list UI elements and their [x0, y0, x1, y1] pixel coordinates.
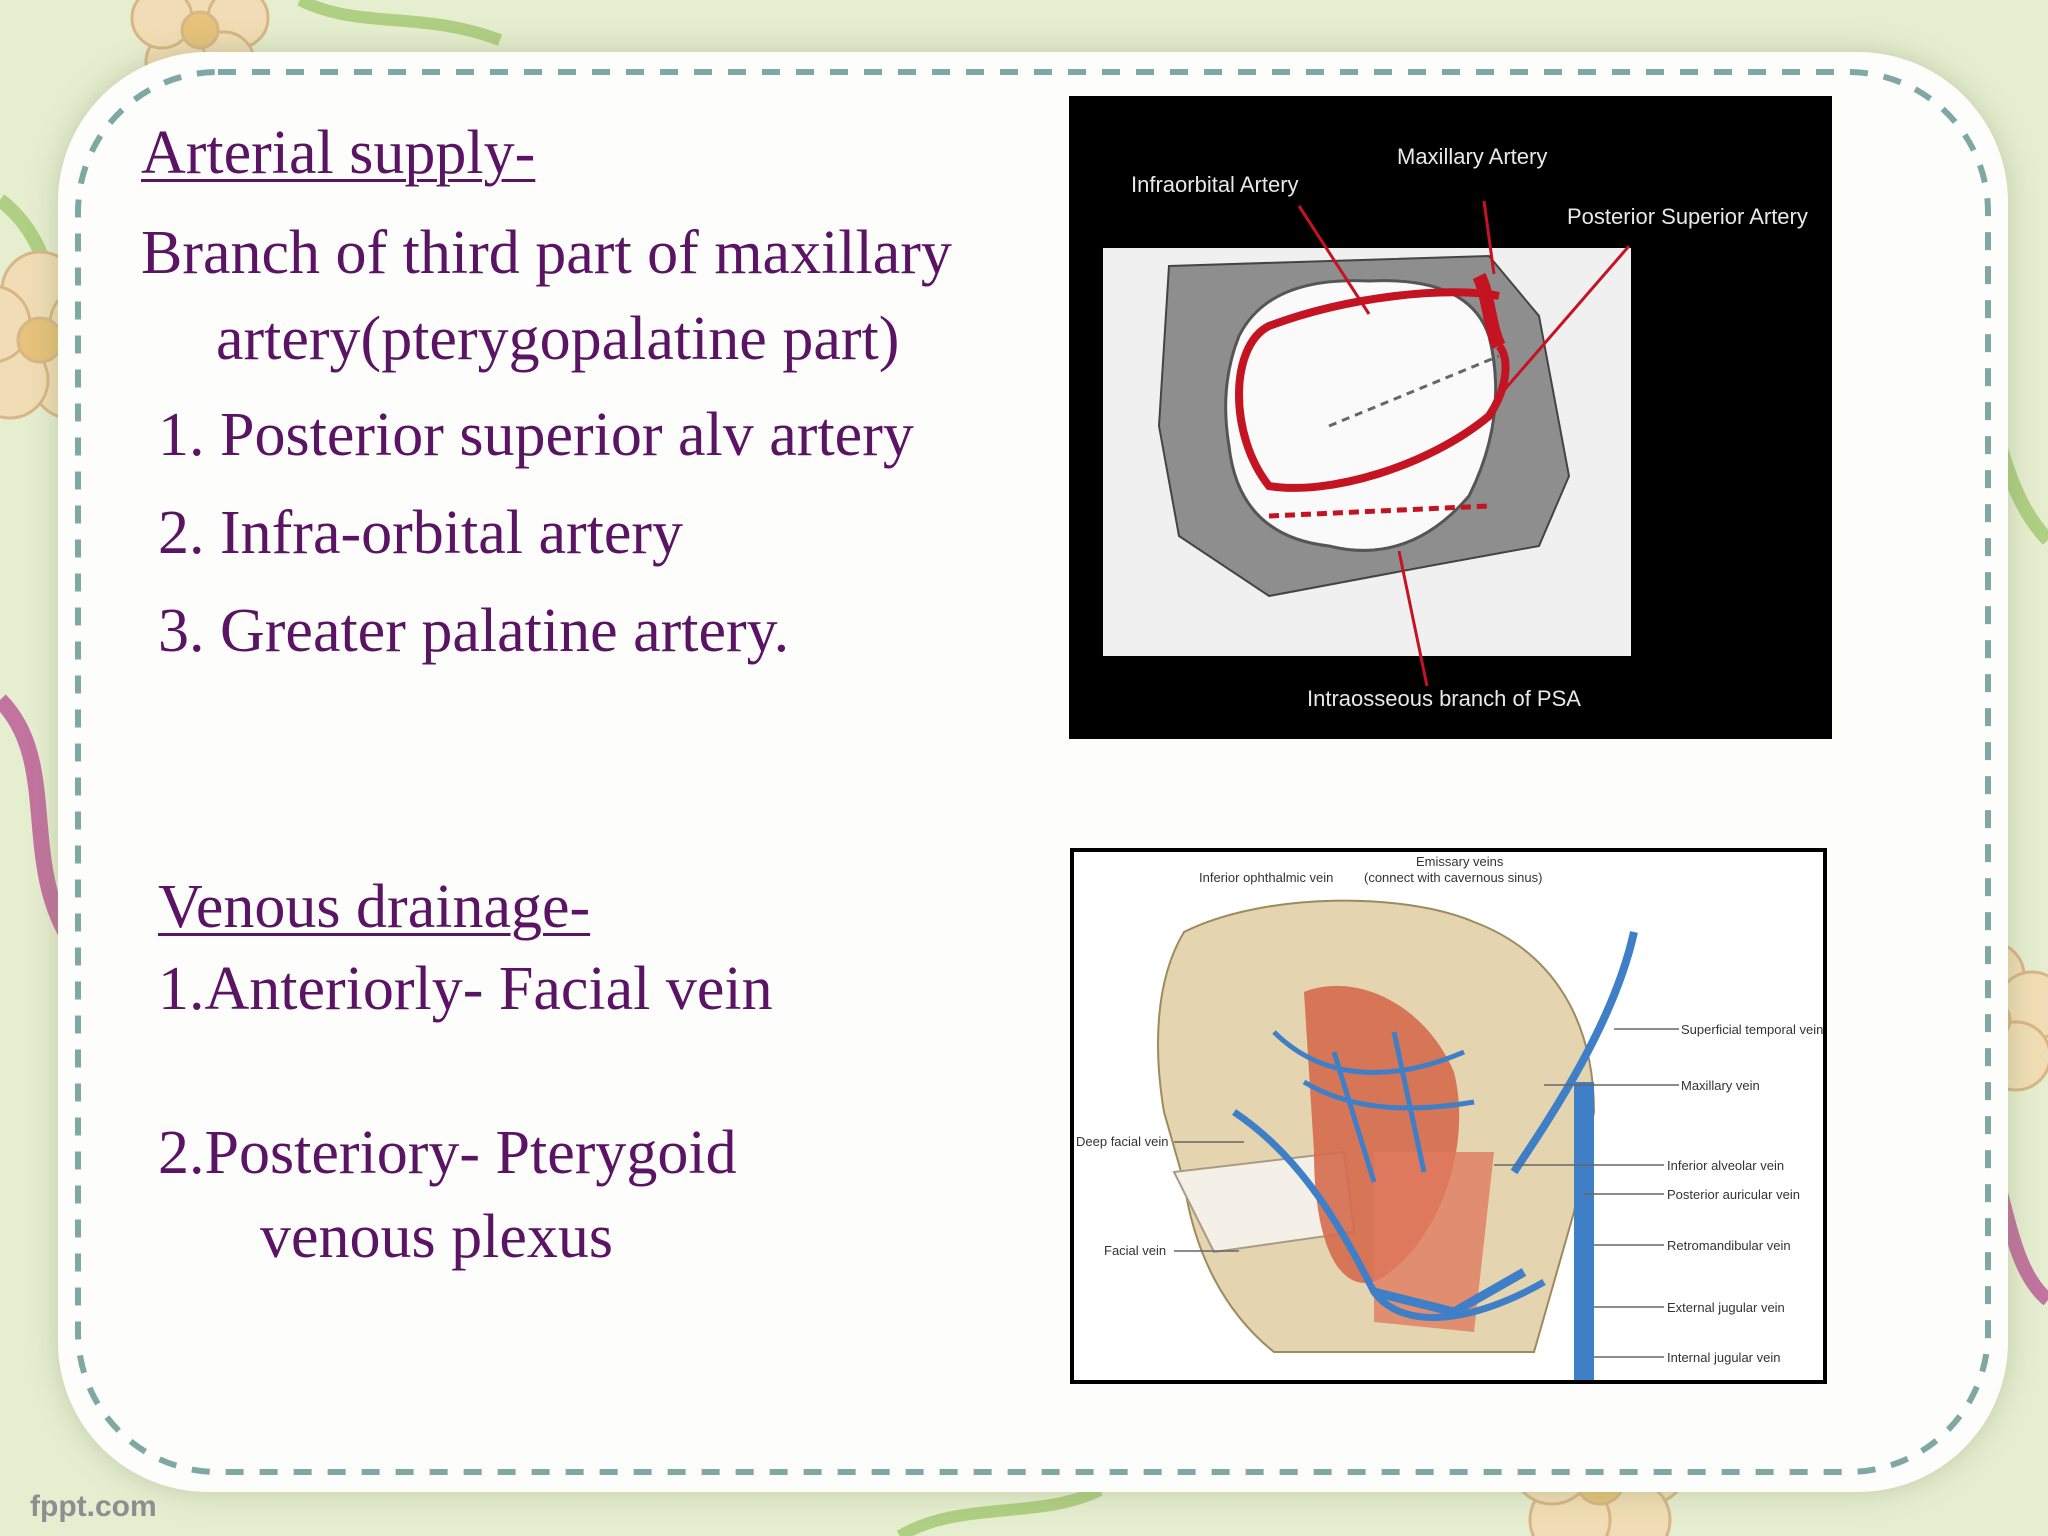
arterial-intro-line2: artery(pterygopalatine part) — [216, 305, 900, 373]
label-facial-vein: Facial vein — [1104, 1243, 1167, 1258]
label-retromandibular-vein: Retromandibular vein — [1667, 1238, 1791, 1253]
pterygoid-venous-plexus-diagram — [1070, 848, 1827, 1384]
venous-item-anterior: 1.Anteriorly- Facial vein — [158, 955, 773, 1023]
label-inferior-alveolar-vein: Inferior alveolar vein — [1667, 1158, 1785, 1173]
label-infraorbital-artery: Infraorbital Artery — [1131, 172, 1299, 197]
arterial-item: 2. Infra-orbital artery — [158, 499, 684, 567]
footer-watermark: fppt.com — [30, 1490, 157, 1523]
label-superficial-temporal-vein: Superficial temporal vein — [1681, 1022, 1823, 1037]
label-maxillary-vein: Maxillary vein — [1681, 1078, 1760, 1093]
arterial-intro-line1: Branch of third part of maxillary — [141, 219, 952, 287]
label-internal-jugular-vein: Internal jugular vein — [1667, 1350, 1781, 1365]
venous-heading: Venous drainage- — [158, 873, 591, 941]
artery-diagram-graphic — [1069, 96, 1832, 739]
label-posterior-auricular-vein: Posterior auricular vein — [1667, 1187, 1800, 1202]
label-intraosseous-branch: Intraosseous branch of PSA — [1307, 686, 1581, 711]
arterial-heading: Arterial supply- — [141, 119, 536, 187]
label-maxillary-artery: Maxillary Artery — [1397, 144, 1548, 169]
label-posterior-superior-artery: Posterior Superior Artery — [1567, 204, 1808, 229]
label-emissary-veins: Emissary veins — [1416, 854, 1504, 869]
maxillary-artery-diagram — [1069, 96, 1832, 739]
label-external-jugular-vein: External jugular vein — [1667, 1300, 1785, 1315]
arterial-item: 1. Posterior superior alv artery — [158, 401, 914, 469]
vein-diagram-graphic — [1074, 852, 1823, 1380]
venous-item-posterior: 2.Posteriory- Pterygoid — [158, 1119, 737, 1187]
label-deep-facial-vein: Deep facial vein — [1076, 1134, 1169, 1149]
label-inferior-ophthalmic-vein: Inferior ophthalmic vein — [1199, 870, 1334, 885]
venous-item-posterior-line2: venous plexus — [260, 1203, 614, 1271]
arterial-item: 3. Greater palatine artery. — [158, 597, 790, 665]
label-emissary-note: (connect with cavernous sinus) — [1364, 870, 1543, 885]
